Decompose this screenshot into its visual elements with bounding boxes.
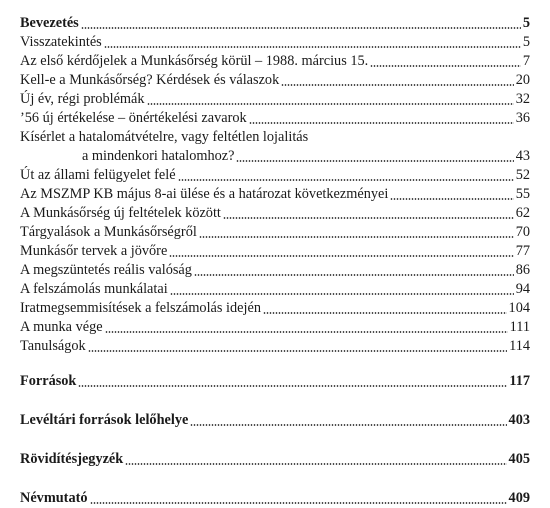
toc-entry-title: Levéltári források lelőhelye — [20, 412, 189, 428]
toc-section-nevmutato[interactable] — [20, 489, 530, 508]
toc-entry[interactable] — [20, 337, 530, 356]
toc-entry-page: 62 — [515, 205, 530, 221]
toc-entry-page: 5 — [522, 15, 530, 31]
dot-leader — [170, 280, 514, 295]
toc-entry-title: A munka vége — [20, 319, 103, 335]
toc-entry-title: Az MSZMP KB május 8-ai ülése és a határozat következményei — [20, 186, 389, 202]
toc-entry[interactable] — [20, 71, 530, 90]
toc-entry-title: Kell-e a Munkásőrség? Kérdések és válaszok — [20, 72, 280, 88]
toc-entry-page: 32 — [515, 91, 530, 107]
toc-entry-continuation[interactable] — [20, 147, 530, 166]
toc-entry[interactable] — [20, 299, 530, 318]
toc-section-forrasok[interactable] — [20, 372, 530, 391]
dot-leader — [81, 14, 521, 29]
toc-entry-page: 104 — [508, 300, 530, 316]
dot-leader — [147, 90, 514, 105]
dot-leader — [190, 411, 506, 426]
toc-entry-page: 36 — [515, 110, 530, 126]
toc-entry-title: Tanulságok — [20, 338, 86, 354]
toc-entry-title: a mindenkori hatalomhoz? — [82, 148, 235, 164]
toc-entry-page: 111 — [509, 319, 530, 335]
toc-entry[interactable] — [20, 242, 530, 261]
toc-entry-page: 20 — [515, 72, 530, 88]
dot-leader — [178, 166, 514, 181]
toc-entry-title: Visszatekintés — [20, 34, 102, 50]
dot-leader — [194, 261, 514, 276]
toc-entry-page: 403 — [508, 412, 530, 428]
toc-entry-title: Munkásőr tervek a jövőre — [20, 243, 168, 259]
dot-leader — [390, 185, 513, 200]
toc-entry[interactable] — [20, 185, 530, 204]
dot-leader — [263, 299, 507, 314]
toc-entry-page: 43 — [515, 148, 530, 164]
toc-section-roviditesjegyzek[interactable] — [20, 450, 530, 469]
dot-leader — [125, 450, 506, 465]
dot-leader — [199, 223, 514, 238]
toc-entry-title: Névmutató — [20, 490, 88, 506]
dot-leader — [281, 71, 513, 86]
toc-entry[interactable] — [20, 166, 530, 185]
toc-entry-title: Új év, régi problémák — [20, 91, 145, 107]
toc-section-leveltari[interactable] — [20, 411, 530, 430]
toc-entry-page: 77 — [515, 243, 530, 259]
toc-entry[interactable] — [20, 204, 530, 223]
toc-entry-title: Út az állami felügyelet felé — [20, 167, 176, 183]
toc-entry[interactable] — [20, 223, 530, 242]
dot-leader — [78, 372, 507, 387]
toc-entry[interactable] — [20, 128, 530, 147]
toc-entry-title: Kísérlet a hatalomátvételre, vagy feltétlen lojalitás — [20, 129, 309, 145]
toc-entry-page: 5 — [522, 34, 530, 50]
toc-entry[interactable] — [20, 109, 530, 128]
toc-entry-page: 405 — [508, 451, 530, 467]
spacer — [20, 430, 530, 450]
dot-leader — [249, 109, 514, 124]
spacer — [20, 391, 530, 411]
toc-entry[interactable] — [20, 261, 530, 280]
toc-entry-title: Az első kérdőjelek a Munkásőrség körül – 1988. március 15. — [20, 53, 369, 69]
toc-entry-page: 52 — [515, 167, 530, 183]
toc-entry-title: Bevezetés — [20, 15, 79, 31]
spacer — [20, 356, 530, 372]
table-of-contents — [20, 14, 530, 508]
toc-entry-page: 55 — [515, 186, 530, 202]
dot-leader — [236, 147, 513, 162]
toc-entry-title: Tárgyalások a Munkásőrségről — [20, 224, 197, 240]
toc-entry-title: A felszámolás munkálatai — [20, 281, 168, 297]
dot-leader — [105, 318, 508, 333]
toc-entry-page: 7 — [522, 53, 530, 69]
toc-entry-title: ’56 új értékelése – önértékelési zavarok — [20, 110, 247, 126]
dot-leader — [370, 52, 521, 67]
toc-entry-page: 117 — [509, 373, 530, 389]
dot-leader — [223, 204, 514, 219]
toc-entry-page: 94 — [515, 281, 530, 297]
toc-entry[interactable] — [20, 280, 530, 299]
toc-entry-page: 409 — [508, 490, 530, 506]
toc-entry-title: A Munkásőrség új feltételek között — [20, 205, 221, 221]
toc-entry-page: 86 — [515, 262, 530, 278]
dot-leader — [90, 489, 507, 504]
toc-entry-page: 70 — [515, 224, 530, 240]
toc-entry-bevezetes[interactable] — [20, 14, 530, 33]
toc-entry[interactable] — [20, 90, 530, 109]
toc-entry-title: Rövidítésjegyzék — [20, 451, 124, 467]
toc-entry-title: A megszüntetés reális valóság — [20, 262, 192, 278]
dot-leader — [88, 337, 507, 352]
toc-entry-page: 114 — [509, 338, 530, 354]
toc-entry[interactable] — [20, 318, 530, 337]
spacer — [20, 469, 530, 489]
dot-leader — [104, 33, 521, 48]
toc-entry-title: Források — [20, 373, 77, 389]
toc-entry-title: Iratmegsemmisítések a felszámolás idején — [20, 300, 261, 316]
toc-entry[interactable] — [20, 52, 530, 71]
dot-leader — [169, 242, 513, 257]
toc-entry[interactable] — [20, 33, 530, 52]
